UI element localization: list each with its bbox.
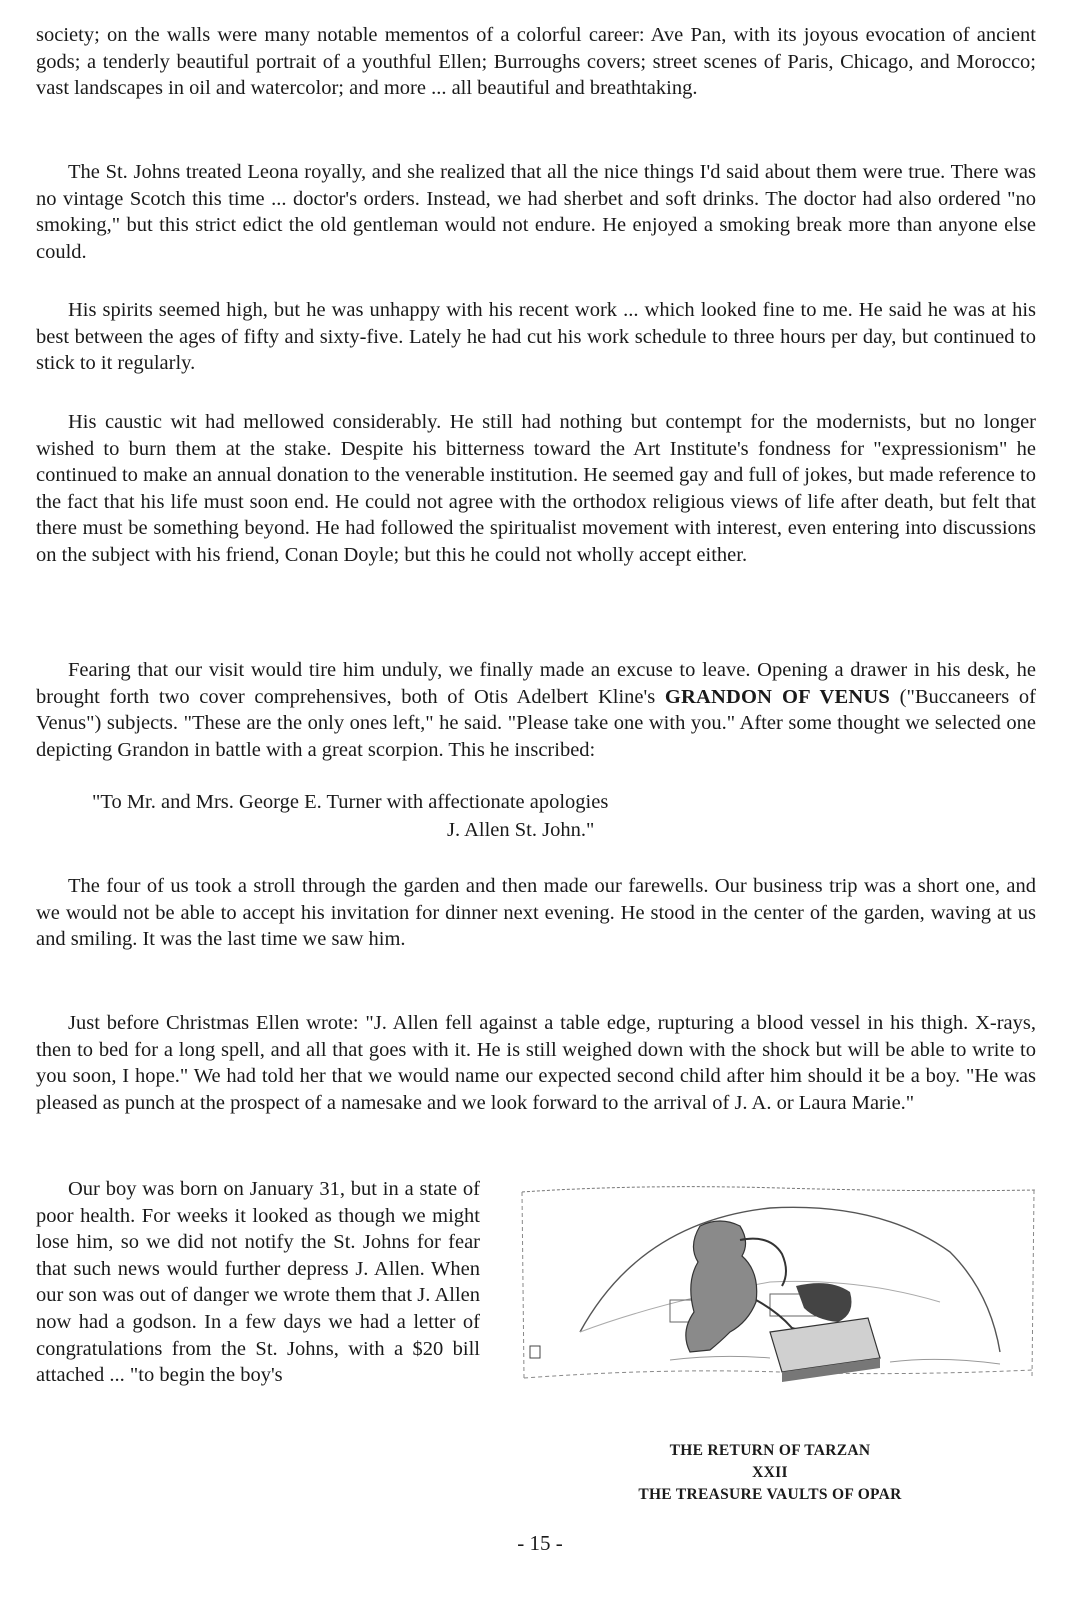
figure-caption-subtitle: THE TREASURE VAULTS OF OPAR [638, 1486, 902, 1503]
paragraph-mementos: society; on the walls were many notable mementos of a colorful career: Ave Pan, with its joyous evocation of ancient gods; a tenderly beautiful portrait of a youthful Ellen; Burroughs covers; street scenes of Paris, Chicago, and Morocco; vast landscapes in oil and watercolor; and more ... all beautiful and breathtaking. [36, 24, 1036, 100]
paragraph-caustic-wit: His caustic wit had mellowed considerably. He still had nothing but contempt for the modernists, but no longer wished to burn them at the stake. Despite his bitterness toward the Art Institute's fondness for "expressionism" he continued to make an annual donation to the venerable institution. He seemed gay and full of jokes, but made reference to the fact that his life must soon end. He could not agree with the orthodox religious views of life after death, but felt that there must be something beyond. He had followed the spiritualist movement with interest, even entering into discussions on the subject with his friend, Conan Doyle; but this he could not wholly accept either. [36, 411, 1036, 566]
inscription-signature: J. Allen St. John." [447, 819, 595, 841]
book-title: GRANDON OF VENUS [664, 685, 890, 708]
paragraph-cover-comprehensives [36, 657, 1036, 763]
paragraph-christmas-letter: Just before Christmas Ellen wrote: "J. Allen fell against a table edge, rupturing a blood vessel in his thigh. X-rays, then to bed for a long spell, and all that goes with it. He is still weighed down with the shock but will be able to write to you soon, I hope." We had told her that we would name our expected second child after him should it be a boy. "He was pleased as punch at the prospect of a namesake and we look forward to the arrival of J. A. or Laura Marie." [36, 1012, 1036, 1114]
paragraph-recent-work: His spirits seemed high, but he was unhappy with his recent work ... which looked fine to me. He said he was at his best between the ages of fifty and sixty-five. Lately he had cut his work schedule to three hours per day, but continued to stick to it regularly. [36, 299, 1036, 375]
paragraph-st-johns-hospitality: The St. Johns treated Leona royally, and she realized that all the nice things I'd said about them were true. There was no vintage Scotch this time ... doctor's orders. Instead, we had sherbet and soft drinks. The doctor had also ordered "no smoking," but this strict edict the old gentleman would not endure. He enjoyed a smoking break more than anyone else could. [36, 161, 1036, 263]
figure-caption-chapter: XXII [752, 1464, 788, 1481]
figure-caption-title: THE RETURN OF TARZAN [669, 1442, 871, 1459]
inscription-line: "To Mr. and Mrs. George E. Turner with affectionate apologies [92, 791, 609, 813]
illustration-tarzan-vault [520, 1182, 1038, 1392]
page-number: - 15 - [517, 1531, 563, 1555]
paragraph-garden-farewell: The four of us took a stroll through the garden and then made our farewells. Our business trip was a short one, and we would not be able to accept his invitation for dinner next evening. He stood in the center of the garden, waving at us and smiling. It was the last time we saw him. [36, 875, 1036, 951]
paragraph-text: Fearing that our visit would tire him unduly, we finally made an excuse to leave. Opening a drawer in his desk, he brought forth two cover comprehensives, both of Otis Adelbert Kline's [36, 659, 1036, 708]
paragraph-text: ("Buccaneers of Venus") subjects. "These are the only ones left," he said. "Please take one with you." After some thought we selected one depicting Grandon in battle with a great scorpion. This he inscribed: [36, 685, 1036, 761]
paragraph-boy-born: Our boy was born on January 31, but in a state of poor health. For weeks it looked as though we might lose him, so we did not notify the St. Johns for fear that such news would further depress J. Allen. When our son was out of danger we wrote them that J. Allen now had a godson. In a few days we had a letter of congratulations from the St. Johns, with a $20 bill attached ... "to begin the boy's [36, 1178, 480, 1387]
